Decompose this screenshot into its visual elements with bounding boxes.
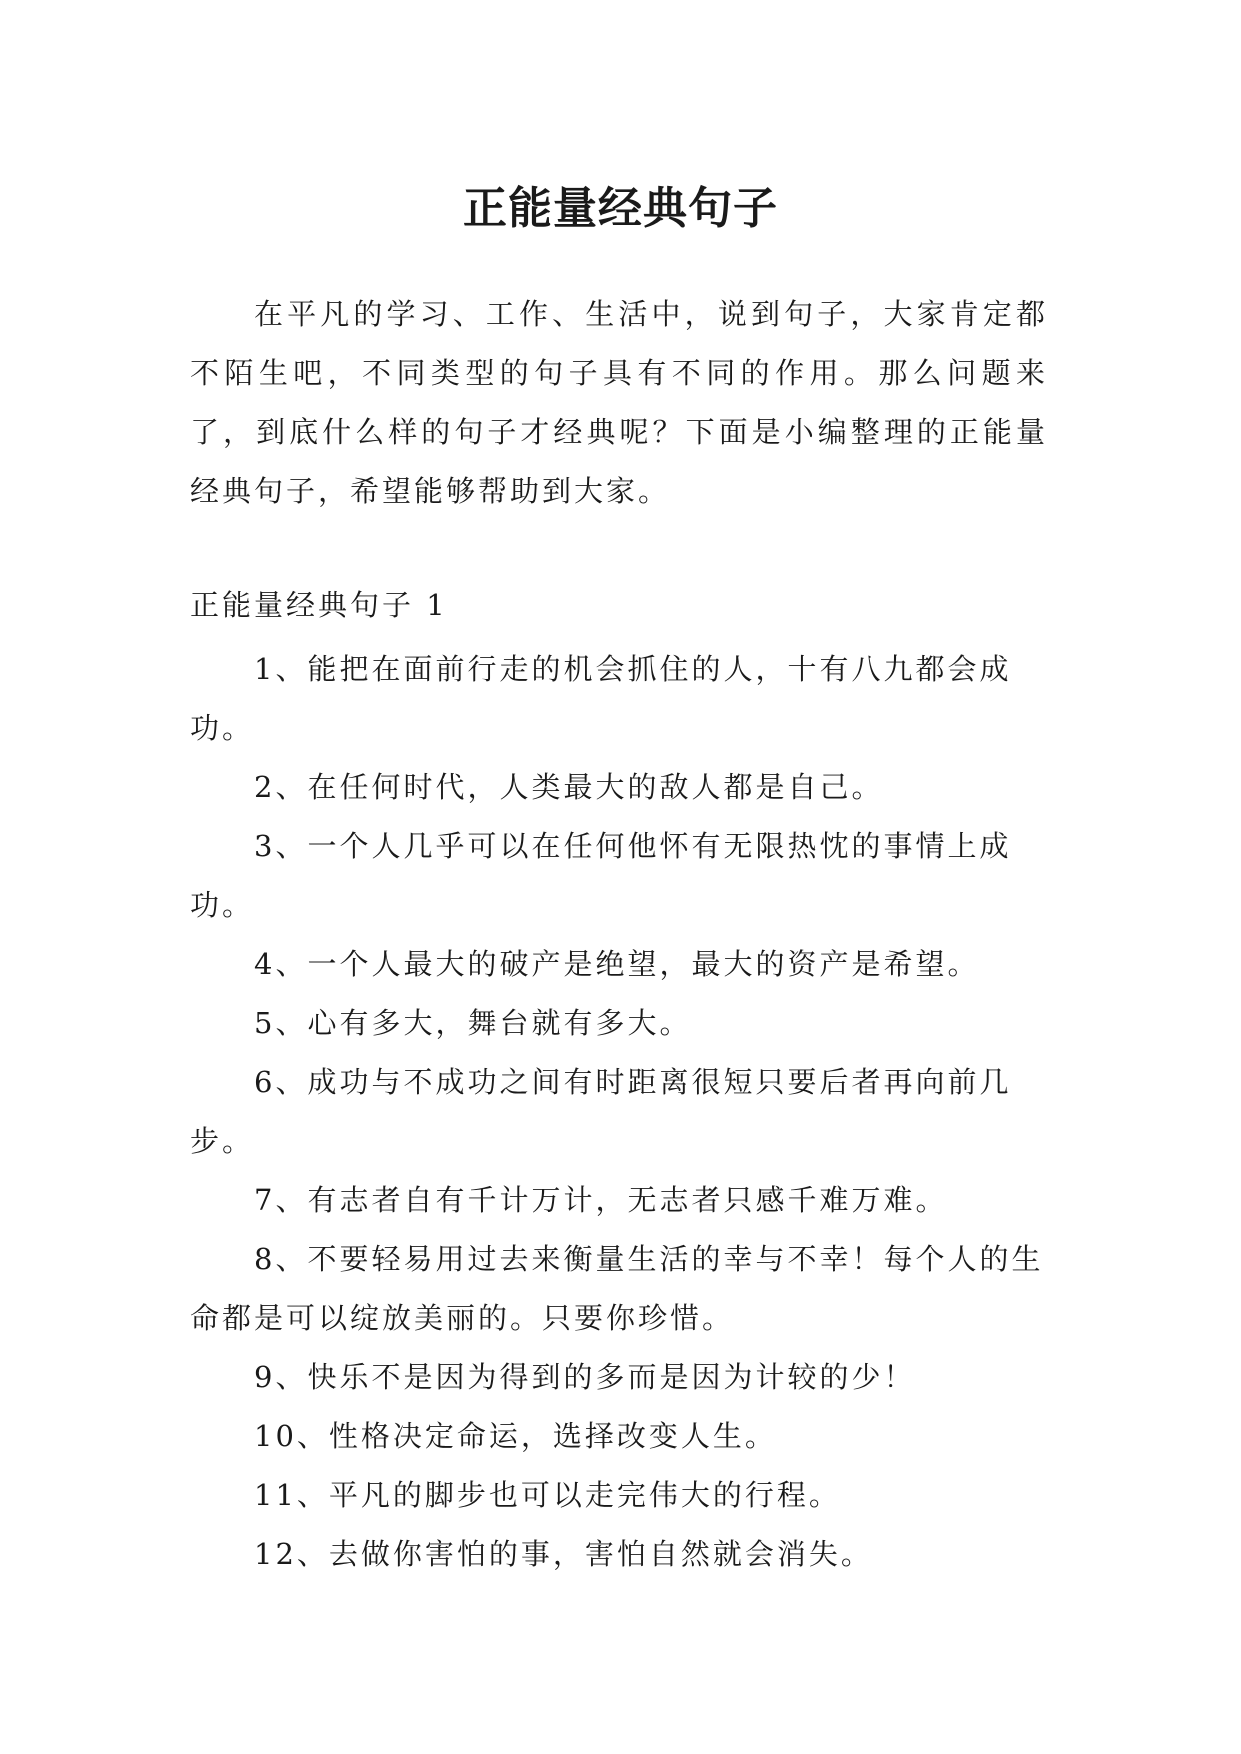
document-title: 正能量经典句子 — [463, 183, 778, 235]
quote-item: 4、一个人最大的破产是绝望，最大的资产是希望。 — [254, 947, 980, 981]
quote-item: 10、性格决定命运，选择改变人生。 — [254, 1419, 777, 1453]
quote-item: 3、一个人几乎可以在任何他怀有无限热忱的事情上成功。 — [190, 829, 1012, 922]
quote-item: 8、不要轻易用过去来衡量生活的幸与不幸！每个人的生命都是可以绽放美丽的。只要你珍惜。 — [190, 1242, 1044, 1335]
quote-item: 9、快乐不是因为得到的多而是因为计较的少！ — [254, 1360, 916, 1394]
quote-item: 2、在任何时代，人类最大的敌人都是自己。 — [254, 770, 884, 804]
quote-item: 5、心有多大，舞台就有多大。 — [254, 1006, 692, 1040]
quote-item: 12、去做你害怕的事，害怕自然就会消失。 — [254, 1537, 873, 1571]
quote-item: 11、平凡的脚步也可以走完伟大的行程。 — [254, 1478, 841, 1512]
quote-list — [190, 640, 1048, 1584]
section-heading: 正能量经典句子 1 — [190, 588, 448, 622]
intro-paragraph: 在平凡的学习、工作、生活中，说到句子，大家肯定都不陌生吧，不同类型的句子具有不同的作用。那么问题来了，到底什么样的句子才经典呢？下面是小编整理的正能量经典句子，希望能够帮助到大家。 — [190, 297, 1048, 508]
quote-item: 7、有志者自有千计万计，无志者只感千难万难。 — [254, 1183, 948, 1217]
quote-item: 6、成功与不成功之间有时距离很短只要后者再向前几步。 — [190, 1065, 1012, 1158]
quote-item: 1、能把在面前行走的机会抓住的人，十有八九都会成功。 — [190, 652, 1012, 745]
